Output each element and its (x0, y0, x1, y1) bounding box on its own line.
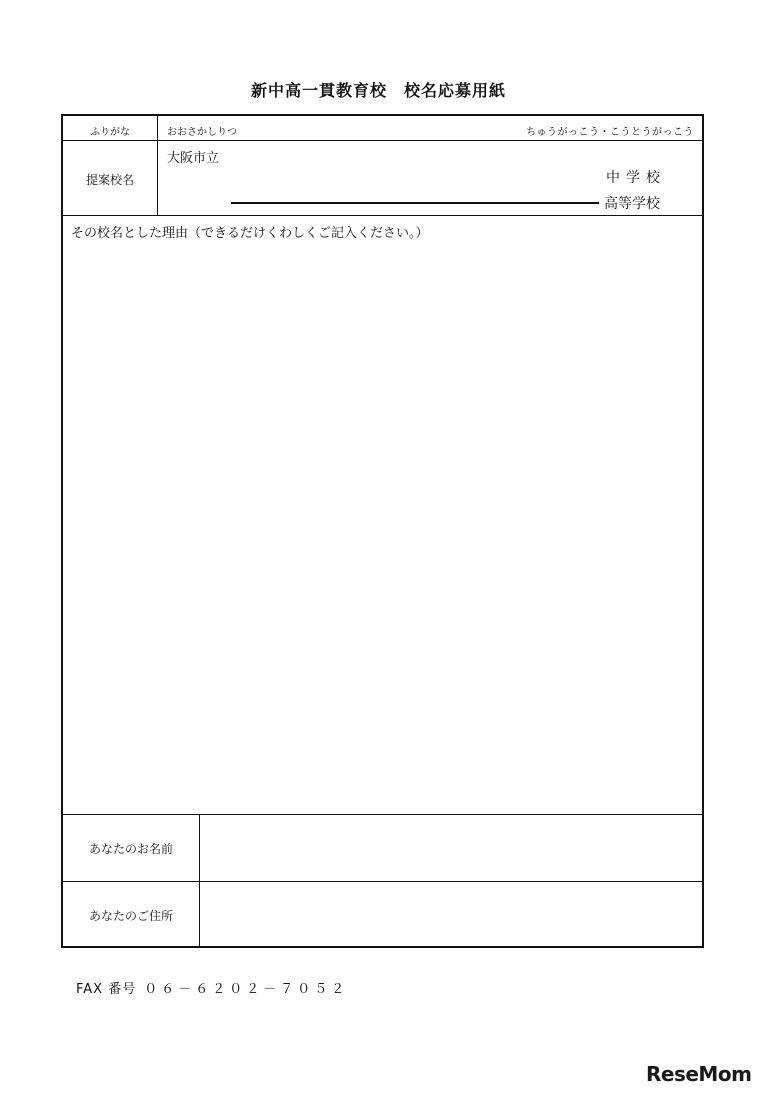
furigana-label: ふりがな (90, 127, 130, 138)
fax-label: FAX 番号 (76, 982, 137, 997)
proposal-label: 提案校名 (85, 173, 134, 187)
fax-line (76, 978, 348, 997)
name-field[interactable] (200, 815, 702, 881)
divider (63, 215, 702, 216)
furigana-school: ちゅうがっこう・こうとうがっこう (526, 127, 694, 138)
application-form (61, 114, 704, 948)
name-label: あなたのお名前 (88, 842, 173, 856)
furigana-city: おおさかしりつ (167, 127, 237, 138)
fax-number: ０６－６２０２－７０５２ (144, 982, 349, 997)
divider (157, 116, 158, 215)
address-label: あなたのご住所 (88, 909, 173, 923)
divider (63, 140, 702, 141)
high-school-suffix: 高等学校 (604, 196, 660, 212)
resemom-logo: ReseMom (646, 1062, 752, 1086)
city-prefix: 大阪市立 (167, 151, 220, 166)
reason-field[interactable] (63, 241, 702, 811)
junior-high-suffix: 中学校 (606, 170, 666, 186)
reason-label: その校名とした理由（できるだけくわしくご記入ください。） (71, 226, 429, 241)
school-name-field[interactable] (231, 202, 599, 204)
form-title: 新中高一貫教育校 校名応募用紙 (250, 81, 506, 100)
address-field[interactable] (200, 882, 702, 948)
